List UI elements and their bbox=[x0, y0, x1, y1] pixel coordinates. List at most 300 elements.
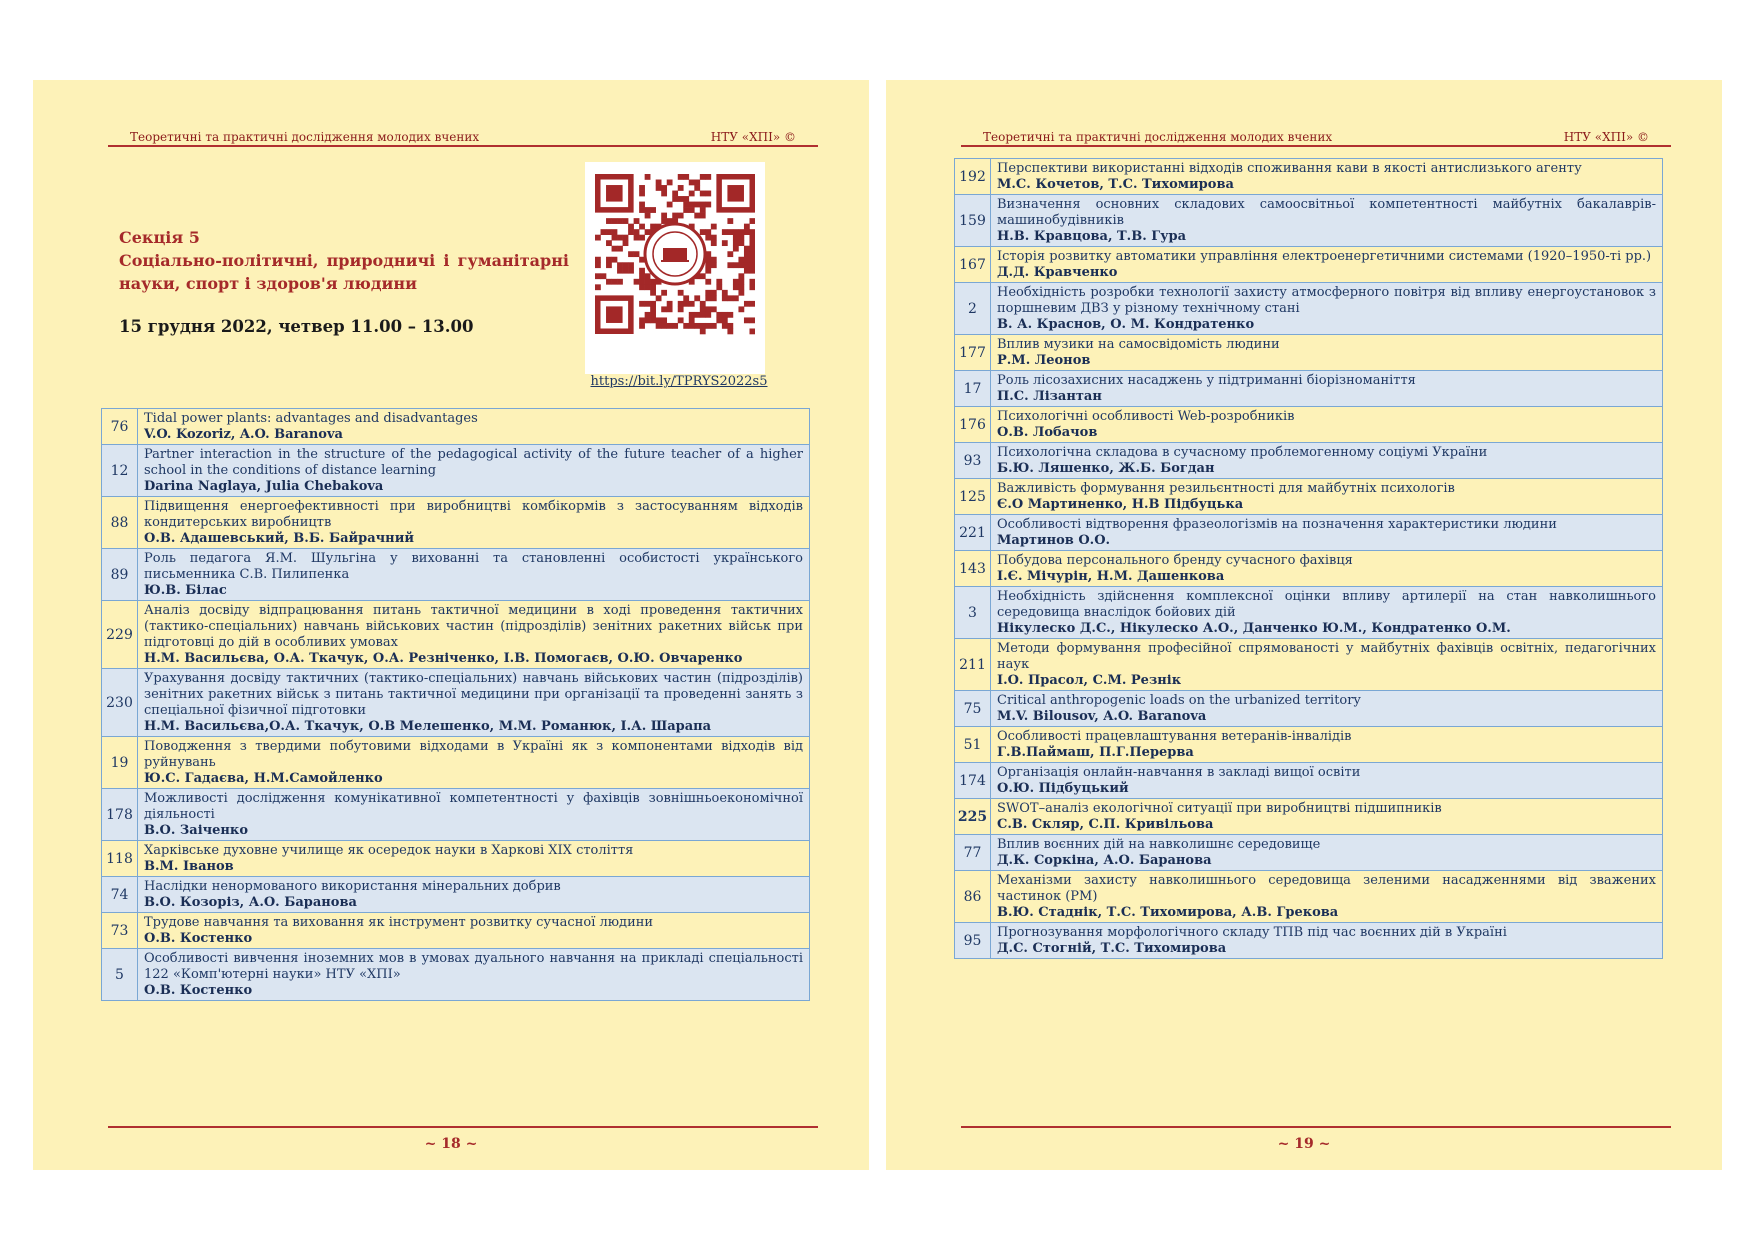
qr-module bbox=[744, 268, 750, 274]
paper-title: Можливості дослідження комунікативної компетентності у фахівців зовнішньоекономічної діяльності bbox=[144, 791, 803, 822]
qr-module bbox=[634, 235, 640, 241]
paper-number: 5 bbox=[102, 949, 138, 1001]
qr-module bbox=[661, 185, 667, 191]
table-row bbox=[955, 587, 1663, 639]
qr-module bbox=[650, 207, 656, 213]
qr-module bbox=[700, 312, 706, 318]
qr-module bbox=[700, 323, 706, 329]
paper-title: Вплив музики на самосвідомість людини bbox=[997, 337, 1280, 352]
paper-cell bbox=[991, 835, 1663, 871]
page-number: ~ 19 ~ bbox=[1277, 1136, 1331, 1152]
paper-title: Critical anthropogenic loads on the urbanized territory bbox=[997, 693, 1361, 708]
qr-module bbox=[694, 180, 700, 186]
qr-module bbox=[639, 224, 645, 230]
qr-module bbox=[645, 273, 651, 279]
qr-module bbox=[705, 279, 711, 285]
qr-module bbox=[705, 235, 711, 241]
qr-module bbox=[639, 202, 645, 208]
paper-number: 73 bbox=[102, 913, 138, 949]
paper-number: 89 bbox=[102, 549, 138, 601]
paper-title: Роль педагога Я.М. Шульгіна у вихованні та становленні особистості українського письменника С.В. Пилипенка bbox=[144, 551, 803, 582]
paper-number: 125 bbox=[955, 479, 991, 515]
qr-module bbox=[606, 262, 612, 268]
qr-module bbox=[667, 202, 673, 208]
qr-module bbox=[738, 306, 744, 312]
qr-module bbox=[645, 229, 651, 235]
paper-cell bbox=[138, 601, 810, 669]
qr-module bbox=[689, 180, 695, 186]
table-row bbox=[102, 409, 810, 445]
qr-module bbox=[661, 290, 667, 296]
table-row bbox=[955, 443, 1663, 479]
paper-authors: Д.С. Стогній, Т.С. Тихомирова bbox=[997, 941, 1227, 956]
qr-module bbox=[628, 224, 634, 230]
paper-authors: Ю.С. Гадаєва, Н.М.Самойленко bbox=[144, 771, 383, 786]
qr-module bbox=[606, 229, 612, 235]
table-row bbox=[955, 871, 1663, 923]
qr-module bbox=[716, 312, 722, 318]
qr-module bbox=[744, 301, 750, 307]
qr-module bbox=[738, 262, 744, 268]
qr-module bbox=[634, 218, 640, 224]
section-date: 15 грудня 2022, четвер 11.00 – 13.00 bbox=[119, 317, 474, 336]
paper-cell bbox=[138, 877, 810, 913]
table-row bbox=[955, 835, 1663, 871]
qr-module bbox=[595, 284, 601, 290]
paper-authors: В.Ю. Стаднік, Т.С. Тихомирова, А.В. Грекова bbox=[997, 905, 1339, 920]
qr-module bbox=[656, 180, 662, 186]
qr-module bbox=[711, 224, 717, 230]
paper-cell bbox=[991, 691, 1663, 727]
section-number: Секція 5 bbox=[119, 228, 200, 247]
qr-module bbox=[700, 213, 706, 219]
qr-module bbox=[645, 207, 651, 213]
paper-title: Особливості вивчення іноземних мов в умовах дуального навчання на прикладі спеціальності 122 «Комп'ютерні науки» НТУ «ХПІ» bbox=[144, 951, 803, 982]
qr-module bbox=[645, 279, 651, 285]
qr-finder bbox=[606, 185, 623, 202]
qr-module bbox=[733, 284, 739, 290]
paper-title: Прогнозування морфологічного складу ТПВ під час воєнних дій в Україні bbox=[997, 925, 1507, 940]
paper-number: 95 bbox=[955, 923, 991, 959]
qr-module bbox=[733, 295, 739, 301]
qr-module bbox=[711, 295, 717, 301]
qr-module bbox=[595, 273, 601, 279]
header-org: НТУ «ХПІ» © bbox=[710, 130, 796, 144]
table-row bbox=[955, 515, 1663, 551]
qr-module bbox=[694, 213, 700, 219]
section-title: Соціально-політичні, природничі і гуманітарні науки, спорт і здоров'я людини bbox=[119, 251, 569, 293]
table-row bbox=[102, 497, 810, 549]
qr-module bbox=[711, 257, 717, 263]
qr-module bbox=[700, 229, 706, 235]
qr-module bbox=[689, 202, 695, 208]
qr-module bbox=[639, 207, 645, 213]
paper-authors: Д.Д. Кравченко bbox=[997, 265, 1118, 280]
paper-number: 211 bbox=[955, 639, 991, 691]
qr-module bbox=[595, 262, 601, 268]
qr-module bbox=[700, 174, 706, 180]
paper-cell bbox=[991, 639, 1663, 691]
paper-number: 176 bbox=[955, 407, 991, 443]
qr-module bbox=[628, 229, 634, 235]
qr-module bbox=[612, 218, 618, 224]
program-table-left bbox=[101, 408, 810, 1001]
qr-module bbox=[716, 284, 722, 290]
paper-authors: V.O. Kozoriz, A.O. Baranova bbox=[144, 427, 343, 442]
table-row bbox=[955, 727, 1663, 763]
qr-module bbox=[689, 207, 695, 213]
qr-code-icon bbox=[595, 174, 755, 350]
qr-module bbox=[705, 295, 711, 301]
paper-number: 3 bbox=[955, 587, 991, 639]
qr-module bbox=[749, 229, 755, 235]
qr-module bbox=[667, 306, 673, 312]
qr-module bbox=[722, 229, 728, 235]
paper-authors: Darina Naglaya, Julia Chebakova bbox=[144, 479, 384, 494]
qr-module bbox=[716, 279, 722, 285]
paper-cell bbox=[991, 159, 1663, 195]
table-row bbox=[955, 479, 1663, 515]
qr-module bbox=[722, 295, 728, 301]
paper-number: 225 bbox=[955, 799, 991, 835]
qr-module bbox=[749, 251, 755, 257]
qr-module bbox=[727, 218, 733, 224]
qr-module bbox=[689, 317, 695, 323]
qr-module bbox=[738, 284, 744, 290]
qr-module bbox=[733, 235, 739, 241]
table-row bbox=[955, 799, 1663, 835]
paper-number: 51 bbox=[955, 727, 991, 763]
qr-finder bbox=[606, 306, 623, 323]
qr-module bbox=[749, 257, 755, 263]
paper-authors: Нікулеско Д.С., Нікулеско А.О., Данченко Ю.М., Кондратенко О.М. bbox=[997, 621, 1511, 636]
qr-module bbox=[744, 262, 750, 268]
qr-module bbox=[612, 279, 618, 285]
paper-cell bbox=[138, 549, 810, 601]
qr-module bbox=[639, 284, 645, 290]
footer-rule bbox=[961, 1126, 1671, 1128]
paper-authors: П.С. Лізантан bbox=[997, 389, 1102, 404]
paper-authors: О.В. Лобачов bbox=[997, 425, 1098, 440]
qr-module bbox=[744, 317, 750, 323]
paper-number: 143 bbox=[955, 551, 991, 587]
qr-module bbox=[705, 202, 711, 208]
paper-title: Визначення основних складових самоосвітньої компетентності майбутніх бакалаврів-машинобудівників bbox=[997, 197, 1656, 228]
qr-module bbox=[727, 262, 733, 268]
qr-module bbox=[683, 196, 689, 202]
paper-cell bbox=[991, 247, 1663, 283]
qr-module bbox=[656, 323, 662, 329]
paper-number: 174 bbox=[955, 763, 991, 799]
paper-title: Перспективи використанні відходів споживання кави в якості антислизького агенту bbox=[997, 161, 1582, 176]
qr-module bbox=[667, 323, 673, 329]
qr-module bbox=[705, 312, 711, 318]
qr-module bbox=[727, 312, 733, 318]
qr-module bbox=[645, 284, 651, 290]
paper-number: 17 bbox=[955, 371, 991, 407]
paper-cell bbox=[138, 789, 810, 841]
paper-title: Організація онлайн-навчання в закладі вищої освіти bbox=[997, 765, 1361, 780]
qr-module bbox=[700, 273, 706, 279]
qr-module bbox=[727, 229, 733, 235]
qr-module bbox=[645, 317, 651, 323]
paper-cell bbox=[991, 763, 1663, 799]
qr-module bbox=[617, 279, 623, 285]
qr-module bbox=[650, 279, 656, 285]
paper-title: Особливості відтворення фразеологізмів на позначення характеристики людини bbox=[997, 517, 1557, 532]
qr-module bbox=[683, 295, 689, 301]
qr-module bbox=[612, 257, 618, 263]
table-row bbox=[955, 407, 1663, 443]
qr-module bbox=[650, 284, 656, 290]
qr-module bbox=[661, 317, 667, 323]
paper-cell bbox=[991, 443, 1663, 479]
paper-authors: О.Ю. Підбуцький bbox=[997, 781, 1129, 796]
page-header bbox=[108, 130, 818, 147]
qr-module bbox=[738, 290, 744, 296]
paper-authors: Г.В.Паймаш, П.Г.Перерва bbox=[997, 745, 1194, 760]
qr-module bbox=[606, 218, 612, 224]
qr-module bbox=[623, 262, 629, 268]
qr-module bbox=[711, 323, 717, 329]
table-row bbox=[102, 669, 810, 737]
qr-module bbox=[705, 191, 711, 197]
qr-module bbox=[634, 251, 640, 257]
qr-module bbox=[678, 317, 684, 323]
qr-module bbox=[639, 317, 645, 323]
qr-module bbox=[678, 301, 684, 307]
qr-module bbox=[727, 251, 733, 257]
qr-module bbox=[683, 202, 689, 208]
qr-module bbox=[700, 301, 706, 307]
qr-module bbox=[722, 323, 728, 329]
qr-module bbox=[749, 301, 755, 307]
qr-module bbox=[694, 295, 700, 301]
qr-module bbox=[678, 174, 684, 180]
qr-module bbox=[650, 290, 656, 296]
qr-module bbox=[711, 240, 717, 246]
qr-module bbox=[705, 290, 711, 296]
qr-module bbox=[661, 191, 667, 197]
qr-module bbox=[738, 279, 744, 285]
qr-module bbox=[683, 174, 689, 180]
paper-authors: Н.М. Васильєва, О.А. Ткачук, О.А. Резніченко, І.В. Помогаєв, О.Ю. Овчаренко bbox=[144, 651, 743, 666]
qr-module bbox=[727, 328, 733, 334]
paper-cell bbox=[138, 409, 810, 445]
qr-module bbox=[639, 301, 645, 307]
paper-number: 2 bbox=[955, 283, 991, 335]
qr-module bbox=[749, 328, 755, 334]
qr-module bbox=[711, 262, 717, 268]
qr-module bbox=[634, 279, 640, 285]
qr-module bbox=[678, 213, 684, 219]
qr-module bbox=[689, 312, 695, 318]
qr-module bbox=[634, 229, 640, 235]
table-row bbox=[102, 789, 810, 841]
qr-module bbox=[639, 185, 645, 191]
qr-module bbox=[623, 235, 629, 241]
qr-module bbox=[672, 196, 678, 202]
qr-module bbox=[678, 306, 684, 312]
qr-module bbox=[650, 317, 656, 323]
section-heading bbox=[119, 228, 599, 336]
paper-authors: В.М. Іванов bbox=[144, 859, 234, 874]
paper-number: 177 bbox=[955, 335, 991, 371]
header-org: НТУ «ХПІ» © bbox=[1563, 130, 1649, 144]
paper-title: Особливості працевлаштування ветеранів-інвалідів bbox=[997, 729, 1352, 744]
table-row bbox=[955, 283, 1663, 335]
paper-title: Історія розвитку автоматики управління електроенергетичними системами (1920–1950-ті рр.) bbox=[997, 249, 1652, 264]
qr-module bbox=[711, 235, 717, 241]
qr-module bbox=[645, 213, 651, 219]
qr-module bbox=[749, 235, 755, 241]
paper-cell bbox=[991, 799, 1663, 835]
qr-module bbox=[749, 246, 755, 252]
table-row bbox=[102, 445, 810, 497]
paper-authors: Н.М. Васильєва,О.А. Ткачук, О.В Мелешенко, М.М. Романюк, І.А. Шарапа bbox=[144, 719, 712, 734]
qr-module bbox=[694, 202, 700, 208]
qr-module bbox=[606, 257, 612, 263]
paper-authors: В.О. Заіченко bbox=[144, 823, 248, 838]
table-row bbox=[955, 763, 1663, 799]
qr-module bbox=[738, 273, 744, 279]
qr-module bbox=[700, 191, 706, 197]
qr-module bbox=[705, 174, 711, 180]
qr-module bbox=[733, 279, 739, 285]
qr-link[interactable]: https://bit.ly/TPRYS2022s5 bbox=[590, 374, 768, 389]
paper-number: 229 bbox=[102, 601, 138, 669]
table-row bbox=[955, 691, 1663, 727]
paper-cell bbox=[991, 923, 1663, 959]
paper-authors: В. А. Краснов, О. М. Кондратенко bbox=[997, 317, 1255, 332]
qr-module bbox=[639, 323, 645, 329]
qr-module bbox=[738, 240, 744, 246]
paper-authors: І.Є. Мічурін, Н.М. Дашенкова bbox=[997, 569, 1225, 584]
program-table-right bbox=[954, 158, 1663, 959]
paper-authors: О.В. Костенко bbox=[144, 983, 253, 998]
qr-module bbox=[683, 207, 689, 213]
qr-module bbox=[595, 257, 601, 263]
paper-title: Механізми захисту навколишнього середовища зеленими насадженнями від зважених частинок (PM) bbox=[997, 873, 1656, 904]
paper-number: 167 bbox=[955, 247, 991, 283]
qr-module bbox=[733, 246, 739, 252]
qr-module bbox=[623, 240, 629, 246]
qr-module bbox=[623, 218, 629, 224]
qr-module bbox=[749, 262, 755, 268]
paper-cell bbox=[138, 949, 810, 1001]
qr-module bbox=[749, 284, 755, 290]
page-left bbox=[33, 80, 869, 1170]
paper-number: 76 bbox=[102, 409, 138, 445]
qr-module bbox=[656, 317, 662, 323]
qr-module bbox=[700, 328, 706, 334]
page-number: ~ 18 ~ bbox=[424, 1136, 478, 1152]
qr-module bbox=[727, 323, 733, 329]
qr-module bbox=[683, 323, 689, 329]
qr-module bbox=[722, 240, 728, 246]
qr-module bbox=[711, 290, 717, 296]
paper-number: 86 bbox=[955, 871, 991, 923]
qr-module bbox=[628, 262, 634, 268]
qr-module bbox=[749, 317, 755, 323]
paper-cell bbox=[991, 195, 1663, 247]
header-title: Теоретичні та практичні дослідження молодих вчених bbox=[983, 130, 1333, 144]
table-row bbox=[955, 159, 1663, 195]
qr-module bbox=[722, 312, 728, 318]
table-row bbox=[955, 371, 1663, 407]
paper-title: SWOT–аналіз екологічної ситуації при виробництві підшипників bbox=[997, 801, 1442, 816]
paper-title: Трудове навчання та виховання як інструмент розвитку сучасної людини bbox=[144, 915, 654, 930]
qr-module bbox=[711, 306, 717, 312]
qr-module bbox=[722, 317, 728, 323]
paper-number: 159 bbox=[955, 195, 991, 247]
table-row bbox=[102, 841, 810, 877]
paper-title: Поводження з твердими побутовими відходами в Україні як з компонентами відходів від руйнувань bbox=[144, 739, 803, 770]
qr-module bbox=[639, 279, 645, 285]
paper-number: 77 bbox=[955, 835, 991, 871]
paper-title: Роль лісозахисних насаджень у підтриманні біорізноманіття bbox=[997, 373, 1416, 388]
qr-code bbox=[585, 162, 765, 374]
qr-module bbox=[617, 235, 623, 241]
qr-module bbox=[705, 306, 711, 312]
qr-module bbox=[628, 268, 634, 274]
table-row bbox=[102, 949, 810, 1001]
paper-authors: Мартинов О.О. bbox=[997, 533, 1111, 548]
table-row bbox=[102, 601, 810, 669]
paper-cell bbox=[138, 841, 810, 877]
paper-cell bbox=[991, 727, 1663, 763]
qr-module bbox=[645, 174, 651, 180]
paper-number: 118 bbox=[102, 841, 138, 877]
qr-module bbox=[639, 268, 645, 274]
paper-title: Психологічні особливості Web-розробників bbox=[997, 409, 1295, 424]
table-row bbox=[955, 639, 1663, 691]
paper-authors: M.V. Bilousov, A.O. Baranova bbox=[997, 709, 1207, 724]
qr-module bbox=[694, 323, 700, 329]
qr-module bbox=[744, 229, 750, 235]
paper-title: Вплив воєнних дій на навколишнє середовище bbox=[997, 837, 1321, 852]
paper-title: Наслідки ненормованого використання мінеральних добрив bbox=[144, 879, 561, 894]
paper-title: Побудова персонального бренду сучасного фахівця bbox=[997, 553, 1353, 568]
qr-module bbox=[749, 240, 755, 246]
qr-module bbox=[628, 251, 634, 257]
paper-cell bbox=[991, 587, 1663, 639]
qr-module bbox=[639, 191, 645, 197]
qr-module bbox=[606, 279, 612, 285]
paper-cell bbox=[991, 335, 1663, 371]
qr-module bbox=[617, 246, 623, 252]
qr-module bbox=[661, 218, 667, 224]
qr-module bbox=[595, 235, 601, 241]
qr-module bbox=[661, 306, 667, 312]
table-row bbox=[102, 549, 810, 601]
qr-module bbox=[678, 196, 684, 202]
paper-cell bbox=[991, 515, 1663, 551]
paper-authors: Б.Ю. Ляшенко, Ж.Б. Богдан bbox=[997, 461, 1215, 476]
qr-module bbox=[705, 268, 711, 274]
qr-logo bbox=[661, 260, 689, 262]
paper-cell bbox=[138, 737, 810, 789]
qr-module bbox=[744, 257, 750, 263]
paper-title: Важливість формування резильєнтності для майбутніх психологів bbox=[997, 481, 1455, 496]
qr-finder bbox=[727, 185, 744, 202]
qr-module bbox=[694, 185, 700, 191]
qr-module bbox=[623, 268, 629, 274]
paper-title: Методи формування професійної спрямованості у майбутніх фахівців освітніх, педагогічних наук bbox=[997, 641, 1656, 672]
table-row bbox=[955, 551, 1663, 587]
paper-title: Психологічна складова в сучасному проблемогенному соціумі України bbox=[997, 445, 1488, 460]
qr-module bbox=[639, 273, 645, 279]
